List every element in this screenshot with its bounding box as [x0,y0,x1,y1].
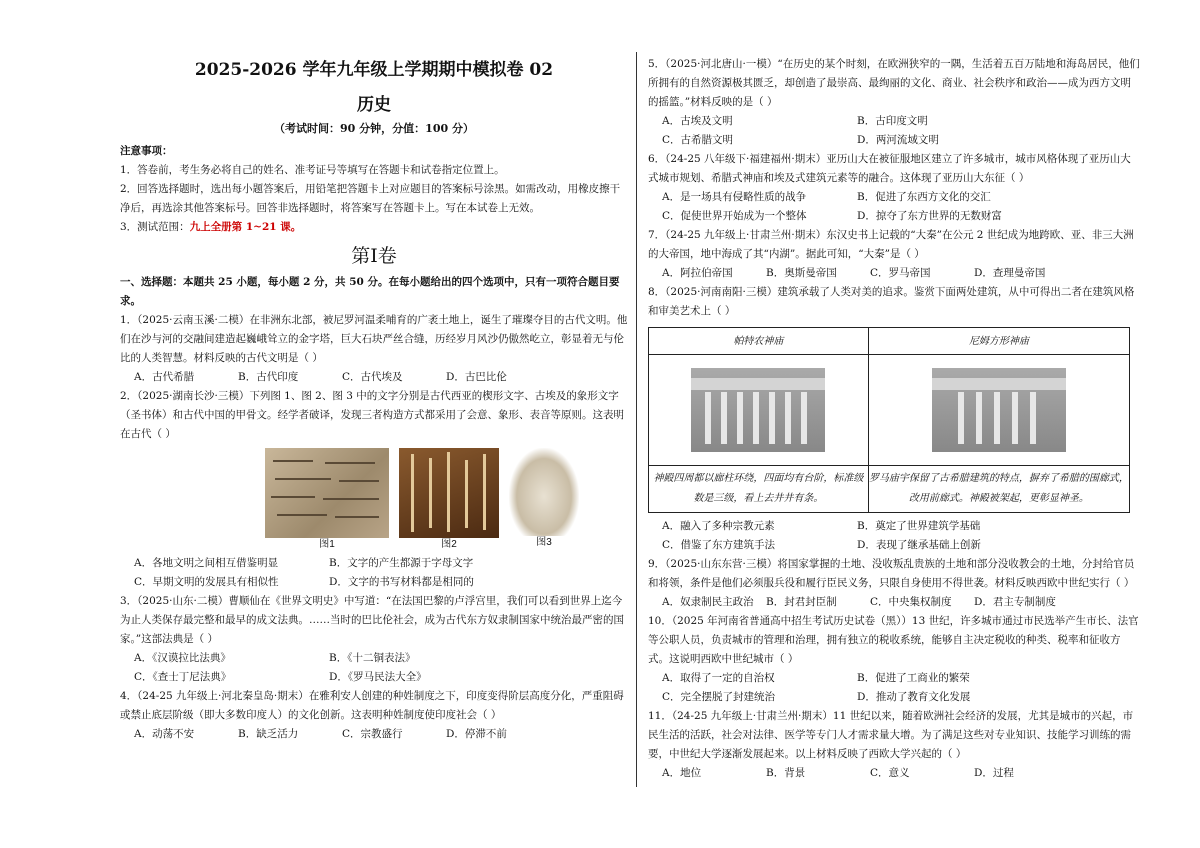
figure-1-caption: 图1 [319,539,335,550]
question-9-options [648,593,1140,612]
exam-title: 2025-2026 学年九年级上学期期中模拟卷 02 [194,60,554,80]
question-4-stem: 4．（24-25 九年级上·河北秦皇岛·期末）在雅利安人创建的种姓制度之下，印度变得阶层高度分化，严重阻碍或禁止底层阶级（即大多数印度人）的文化创新。这表明种姓制度使印度社会（ ） [120,690,624,721]
question-11-stem: 11．（24-25 九年级上·甘肃兰州·期末）11 世纪以来，随着欧洲社会经济的发展，尤其是城市的兴起，市民生活的活跃，社会对法律、医学等专门人才需求量大增。为了满足这些对专业知识、技能学习训练的需要，中世纪大学逐渐发展起来。以上材料反映了西欧大学兴起的（ ） [648,710,1134,760]
q10-option-a[interactable]: A．取得了一定的自治权 [662,672,775,684]
q1-option-a[interactable]: A．古代希腊 [134,371,195,383]
temple-comparison-table [648,327,1130,513]
q2-option-a[interactable]: A．各地文明之间相互借鉴明显 [134,557,279,569]
question-3-options [120,649,628,687]
note-3 [120,218,628,237]
temple-2-description: 罗马庙宇保留了古希腊建筑的特点，摒弃了希腊的围廊式，改用前廊式。神殿被架起，更彰显神圣。 [868,466,1129,513]
q5-option-b[interactable]: B．古印度文明 [857,115,928,127]
q6-option-a[interactable]: A．是一场具有侵略性质的战争 [662,191,807,203]
q8-option-a[interactable]: A．融入了多种宗教元素 [662,520,775,532]
q3-option-c[interactable]: C．《查士丁尼法典》 [134,671,232,683]
question-3-stem: 3．（2025·山东·二模）曹顺仙在《世界文明史》中写道：“在法国巴黎的卢浮宫里，我们可以看到世界上迄今为止人类保存最完整和最早的成文法典。……当时的巴比伦社会，成为古代东方奴隶制国家中统治最严密的国家。”这部法典是（ ） [120,595,624,645]
q7-option-a[interactable]: A．阿拉伯帝国 [662,267,733,279]
q8-option-d[interactable]: D．表现了继承基础上创新 [857,539,981,551]
q6-option-d[interactable]: D．掠夺了东方世界的无数财富 [857,210,1002,222]
subject-title: 历史 [357,95,391,115]
q1-option-c[interactable]: C．古代埃及 [342,371,403,383]
question-7-options [648,264,1140,283]
q3-option-d[interactable]: D．《罗马民法大全》 [329,671,427,683]
question-2-options [120,554,628,592]
q5-option-c[interactable]: C．古希腊文明 [662,134,734,146]
question-6-options [648,188,1140,226]
question-5-options [648,112,1140,150]
question-8-options [648,517,1140,555]
q9-option-c[interactable]: C．中央集权制度 [870,596,952,608]
figure-3-caption: 图3 [536,537,552,548]
q9-option-b[interactable]: B．封君封臣制 [766,596,837,608]
left-column [120,52,628,744]
question-6-stem: 6．（24-25 八年级下·福建福州·期末）亚历山大在被征服地区建立了许多城市，城市风格体现了亚历山大式城市规划、希腊式神庙和埃及式建筑元素等的融合。这体现了亚历山大东征（ ） [648,153,1131,184]
question-5-stem: 5．（2025·河北唐山·一模）“在历史的某个时刻，在欧洲狭窄的一隅，生活着五百万陆地和海岛居民，他们所拥有的自然资源极其匮乏，却创造了最崇高、最绚丽的文化、商业、社会秩序和政治——成为西方文明的摇篮。”材料反映的是（ ） [648,58,1140,108]
parthenon-photo-cell [649,355,869,466]
q4-option-b[interactable]: B．缺乏活力 [238,728,299,740]
question-4-options [120,725,628,744]
q3-option-b[interactable]: B．《十二铜表法》 [329,652,416,664]
q3-option-a[interactable]: A．《汉谟拉比法典》 [134,652,231,664]
q7-option-c[interactable]: C．罗马帝国 [870,267,931,279]
q2-option-c[interactable]: C．早期文明的发展具有相似性 [134,576,279,588]
q11-option-b[interactable]: B．背景 [766,767,806,779]
q5-option-d[interactable]: D．两河流域文明 [857,134,939,146]
question-2-figures [216,448,628,552]
question-1-options [120,368,628,387]
question-11-options [648,764,1140,783]
note-1: 1．答卷前，考生务必将自己的姓名、准考证号等填写在答题卡和试卷指定位置上。 [120,164,505,176]
temple-1-description: 神殿四周都以廊柱环绕，四面均有台阶，标准级数是三级，看上去井井有条。 [649,466,869,513]
q9-option-a[interactable]: A．奴隶制民主政治 [662,596,754,608]
q11-option-c[interactable]: C．意义 [870,767,910,779]
q9-option-d[interactable]: D．君主专制制度 [974,596,1056,608]
q2-option-d[interactable]: D．文字的书写材料都是相同的 [329,576,474,588]
question-10-options [648,669,1140,707]
maison-carree-photo-cell [868,355,1129,466]
temple-1-name: 帕特农神庙 [649,328,869,355]
hieroglyph-image [399,448,499,538]
section-heading: 一、选择题：本题共 25 小题，每小题 2 分，共 50 分。在每小题给出的四个选项中，只有一项符合题目要求。 [120,276,620,307]
note-2: 2．回答选择题时，选出每小题答案后，用铅笔把答题卡上对应题目的答案标号涂黑。如需改动，用橡皮擦干净后，再选涂其他答案标号。回答非选择题时，将答案写在答题卡上。写在本试卷上无效。 [120,183,621,214]
notes-heading: 注意事项： [120,145,173,157]
figure-1 [265,448,389,552]
q1-option-b[interactable]: B．古代印度 [238,371,299,383]
figure-2 [399,448,499,552]
q6-option-c[interactable]: C．促使世界开始成为一个整体 [662,210,807,222]
q10-option-d[interactable]: D．推动了教育文化发展 [857,691,971,703]
q7-option-d[interactable]: D．查理曼帝国 [974,267,1046,279]
q10-option-b[interactable]: B．促进了工商业的繁荣 [857,672,970,684]
question-8-stem: 8．（2025·河南南阳·三模）建筑承载了人类对美的追求。鉴赏下面两处建筑，从中可得出二者在建筑风格和审美艺术上（ ） [648,286,1135,317]
parthenon-image [691,368,825,452]
temple-2-name: 尼姆方形神庙 [868,328,1129,355]
time-info: （考试时间：90 分钟，分值：100 分） [274,122,474,135]
q6-option-b[interactable]: B．促进了东西方文化的交汇 [857,191,991,203]
q8-option-b[interactable]: B．奠定了世界建筑学基础 [857,520,981,532]
q4-option-a[interactable]: A．动荡不安 [134,728,195,740]
q2-option-b[interactable]: B．文字的产生都源于字母文字 [329,557,474,569]
figure-2-caption: 图2 [441,539,457,550]
question-1-stem: 1．（2025·云南玉溪·二模）在非洲东北部，被尼罗河温柔哺育的广袤土地上，诞生了璀璨夺目的古代文明。他们在沙与河的交融间建造起巍峨耸立的金字塔，巨大石块严丝合缝，历经岁月风沙仍傲然屹立，彰显着无与伦比的人类智慧。材料反映的古代文明是（ ） [120,314,628,364]
oracle-bone-image [509,448,579,536]
q7-option-b[interactable]: B．奥斯曼帝国 [766,267,837,279]
q10-option-c[interactable]: C．完全摆脱了封建统治 [662,691,776,703]
question-9-stem: 9．（2025·山东东营·三模）将国家掌握的土地、没收叛乱贵族的土地和部分没收教会的土地，分封给官员和将领，条件是他们必须服兵役和履行臣民义务，只限自身使用不得世袭。材料反映西欧中世纪实行（ ） [648,558,1135,589]
cuneiform-tablet-image [265,448,389,538]
question-7-stem: 7．（24-25 九年级上·甘肃兰州·期末）东汉史书上记载的“大秦”在公元 2 世纪成为地跨欧、亚、非三大洲的大帝国，地中海成了其“内湖”。据此可知，“大秦”是（ ） [648,229,1134,260]
figure-3 [509,448,579,552]
q4-option-c[interactable]: C．宗教盛行 [342,728,403,740]
column-divider [636,52,637,787]
question-2-stem: 2．（2025·湖南长沙·三模）下列图 1、图 2、图 3 中的文字分别是古代西亚的楔形文字、古埃及的象形文字（圣书体）和古代中国的甲骨文。经学者破译，发现三者构造方式都采用了会意、象形、表音等原则。这表明在古代（ ） [120,390,624,440]
q8-option-c[interactable]: C．借鉴了东方建筑手法 [662,539,776,551]
q11-option-d[interactable]: D．过程 [974,767,1014,779]
right-column [648,55,1140,783]
q1-option-d[interactable]: D．古巴比伦 [446,371,507,383]
note-3-range: 九上全册第 1~21 课。 [189,221,302,233]
note-3-prefix: 3．测试范围： [120,221,190,233]
q5-option-a[interactable]: A．古埃及文明 [662,115,733,127]
maison-carree-image [932,368,1066,452]
q4-option-d[interactable]: D．停滞不前 [446,728,507,740]
volume-title: 第Ⅰ卷 [351,245,397,267]
question-10-stem: 10．（2025 年河南省普通高中招生考试历史试卷（黑））13 世纪，许多城市通过市民选举产生市长、法官等公职人员，负责城市的管理和治理，拥有独立的税收系统，能够自主决定税收的种类、税率和征收方式。这说明西欧中世纪城市（ ） [648,615,1139,665]
q11-option-a[interactable]: A．地位 [662,767,702,779]
